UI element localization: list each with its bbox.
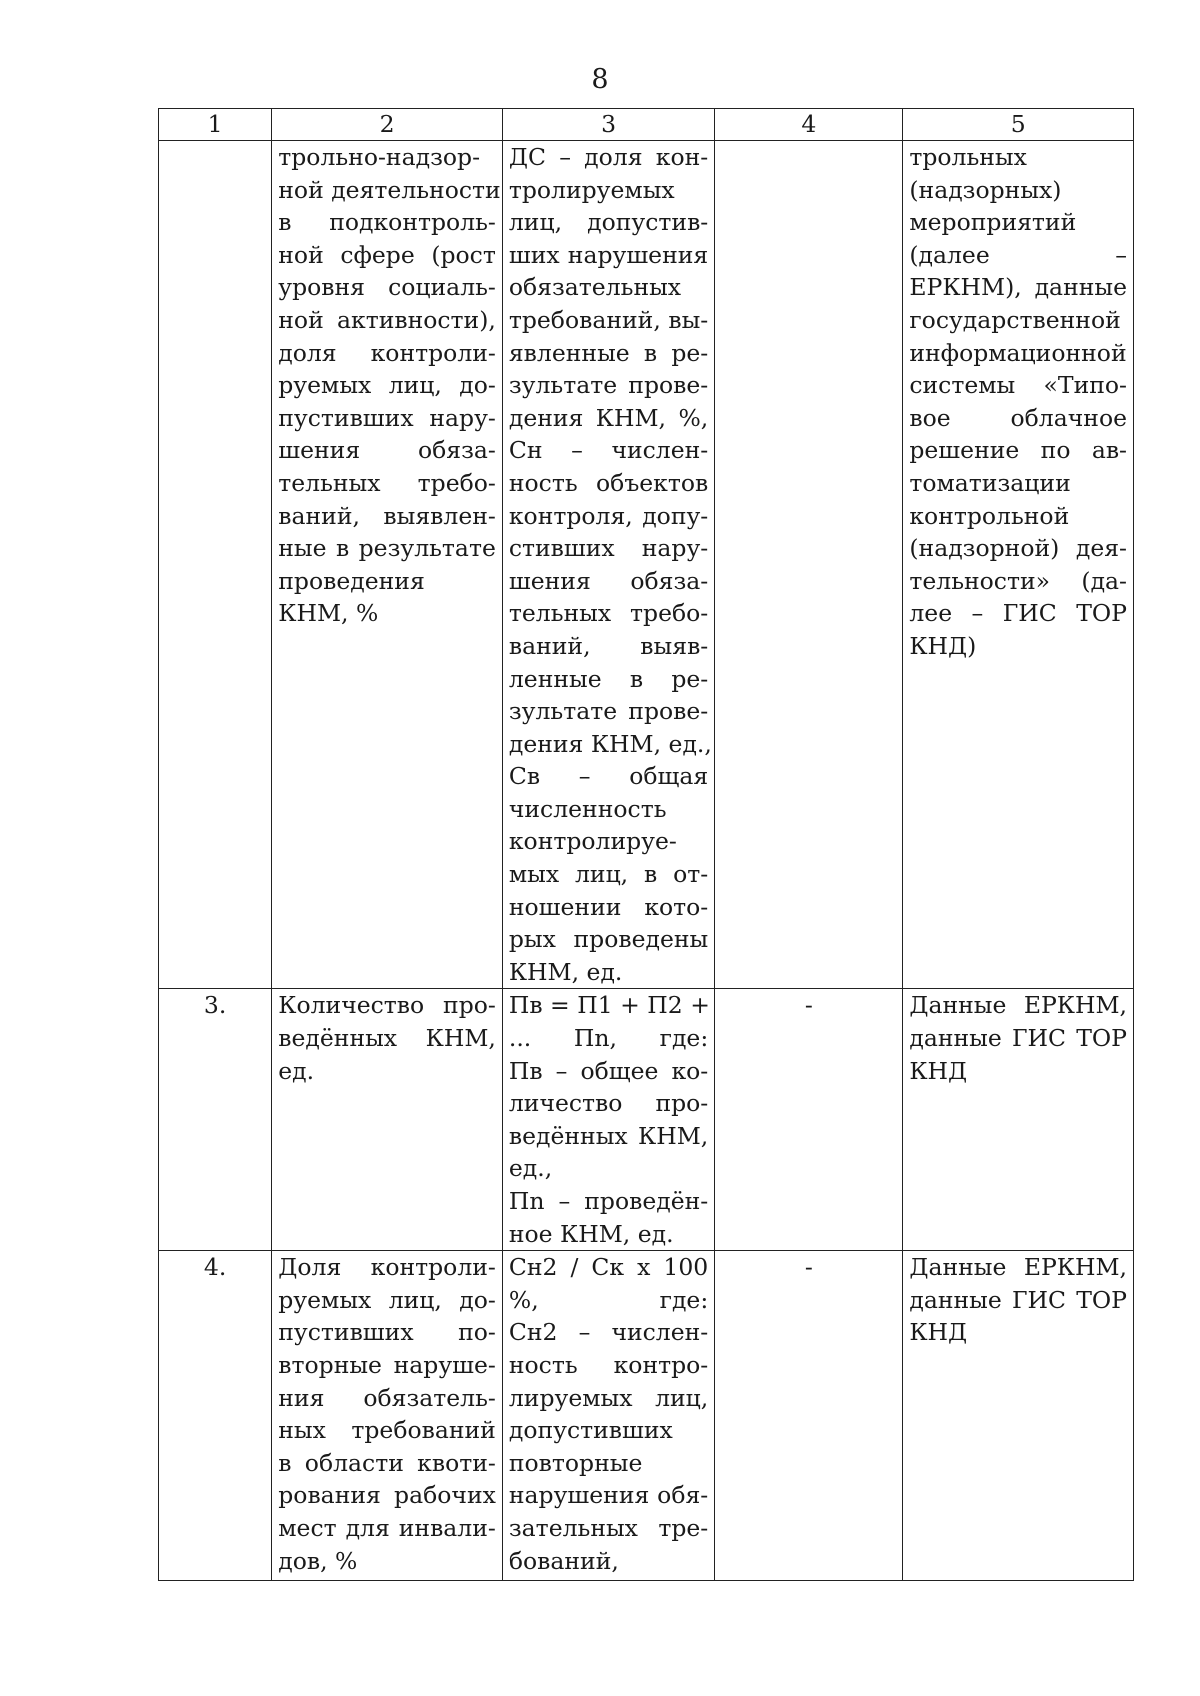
cell-text-line: шения обяза- [278,436,496,465]
cell-text-line: Пв = П1 + П2 + [508,991,710,1020]
cell-text-line: КНД [909,1318,968,1347]
cell-text-line: (надзорной) дея- [909,534,1127,563]
cell-text-line: дов, % [278,1546,358,1575]
cell-text-line: лируемых лиц, [508,1383,709,1412]
cell-text-line: контроля, допу- [508,501,709,530]
cell-text-line: в подконтроль- [278,208,496,237]
cell-text-line: вое облачное [909,403,1127,432]
cell-text-line: лиц, допустив- [508,208,709,237]
cell-text-line: ность объектов [508,468,709,497]
cell-text-line: контрольной [909,501,1070,530]
cell-text-line: мест для инвали- [278,1513,496,1542]
formula-cell [502,1251,714,1581]
cell-text-line: ность контро- [508,1350,709,1379]
cell-text-line: 3. [203,991,227,1020]
cell-text-line: шения обяза- [508,566,709,595]
table-row [159,141,1134,989]
cell-text-line: обязательных [508,273,682,302]
cell-text-line: данные ГИС ТОР [909,1285,1127,1314]
cell-text-line: проведения [278,566,425,595]
cell-text-line: Количество про- [278,991,496,1020]
cell-text-line: рых проведены [508,925,709,954]
cell-text-line: ед., [508,1154,553,1183]
row-number-cell [159,989,272,1251]
table-header-row [159,109,1134,141]
cell-text-line: решение по ав- [909,436,1127,465]
cell-text-line: тельности» (да- [909,566,1127,595]
cell-text-line: тельных требо- [278,468,496,497]
cell-text-line: Доля контроли- [278,1253,496,1282]
cell-text-line: КНД [909,1056,968,1085]
cell-text-line: Сн2 / Ск х 100 [508,1253,709,1282]
cell-text-line: вторные наруше- [278,1350,496,1379]
cell-text-line: томатизации [909,468,1071,497]
cell-text-line: мероприятий [909,208,1077,237]
cell-text-line: тельных требо- [508,599,709,628]
indicator-name-cell [272,141,503,989]
cell-text-line: %, где: [508,1285,709,1314]
formula-cell [502,141,714,989]
cell-text-line: зательных тре- [508,1513,709,1542]
header-cell-1: 1 [159,109,272,141]
cell-text-line: ведённых КНМ, [508,1121,709,1150]
cell-text-line: личество про- [508,1089,709,1118]
row-number-cell [159,141,272,989]
table-row [159,989,1134,1251]
cell-text-line: 4. [203,1253,227,1282]
row-number-cell [159,1251,272,1581]
header-cell-5: 5 [903,109,1134,141]
cell-text-line: ед. [278,1056,315,1085]
cell-text-line: ное КНМ, ед. [508,1219,674,1248]
indicator-name-cell [272,1251,503,1581]
cell-text-line: ной сфере (рост [278,240,496,269]
cell-text-line: контролируе- [508,827,677,856]
cell-text-line: ваний, выяв- [508,631,709,660]
cell-text-line: дения КНМ, ед., [508,729,712,758]
cell-text-line: Сн – числен- [508,436,709,465]
cell-text-line: доля контроли- [278,338,496,367]
cell-text-line: КНМ, % [278,599,379,628]
cell-text-line: Пn – проведён- [508,1187,709,1215]
cell-text-line: (далее – [909,240,1127,269]
cell-text-line: системы «Типо- [909,371,1127,400]
cell-text-line: ношении кото- [508,892,709,921]
cell-text-line: ведённых КНМ, [278,1024,496,1053]
indicator-name-cell [272,989,503,1251]
table-row [159,1251,1134,1581]
cell-text-line: нарушения обя- [508,1481,709,1510]
cell-text-line: (надзорных) [909,175,1062,204]
cell-text-line: ЕРКНМ), данные [909,273,1127,302]
cell-text-line: допустивших [508,1416,673,1445]
cell-text-line: Сн2 – числен- [508,1318,709,1347]
cell-text-line: ных требований [278,1416,496,1445]
cell-text-line: пустивших нару- [278,403,496,432]
cell-text-line: ния обязатель- [278,1383,496,1412]
formula-cell [502,989,714,1251]
cell-text-line: зультате прове- [508,697,709,726]
cell-text-line: стивших нару- [508,534,709,563]
cell-text-line: рования рабочих [278,1481,496,1510]
cell-text-line: зультате прове- [508,371,709,400]
cell-text-line: дения КНМ, %, [508,403,709,432]
cell-text-line: ших нарушения [508,240,709,269]
header-cell-4: 4 [715,109,903,141]
cell-text-line: повторные [508,1448,643,1477]
cell-text-line: КНД) [909,631,977,660]
cell-text-line: ные в результате [278,534,496,563]
cell-text-line: бований, [508,1546,619,1575]
cell-text-line: Данные ЕРКНМ, [909,991,1127,1020]
cell-text-line: Св – общая [508,762,709,791]
cell-text-line: руемых лиц, до- [278,1285,496,1314]
target-value-cell [715,989,903,1251]
target-value-cell [715,1251,903,1581]
cell-text-line: трольно-надзор- [278,143,481,171]
cell-text-line: - [804,991,813,1020]
cell-text-line: мых лиц, в от- [508,860,709,889]
cell-text-line: Пв – общее ко- [508,1056,709,1085]
cell-text-line: ленные в ре- [508,664,709,693]
cell-text-line: явленные в ре- [508,338,709,367]
header-cell-2: 2 [272,109,503,141]
cell-text-line: численность [508,794,667,823]
cell-text-line: КНМ, ед. [508,957,623,986]
cell-text-line: уровня социаль- [278,273,496,302]
data-source-cell [903,989,1134,1251]
cell-text-line: данные ГИС ТОР [909,1024,1127,1053]
cell-text-line: трольных [909,143,1027,171]
data-source-cell [903,1251,1134,1581]
cell-text-line: информационной [909,338,1127,367]
data-source-cell [903,141,1134,989]
cell-text-line: государственной [909,305,1121,334]
cell-text-line: ДС – доля кон- [508,143,709,171]
target-value-cell [715,141,903,989]
indicators-table [158,108,1134,1581]
cell-text-line: тролируемых [508,175,675,204]
header-cell-3: 3 [502,109,714,141]
cell-text-line: пустивших по- [278,1318,496,1347]
cell-text-line: в области квоти- [278,1448,496,1477]
cell-text-line: ной деятельности [278,175,501,204]
cell-text-line: требований, вы- [508,305,709,334]
cell-text-line: руемых лиц, до- [278,371,496,400]
cell-text-line: Данные ЕРКНМ, [909,1253,1127,1282]
cell-text-line: лее – ГИС ТОР [909,599,1127,628]
cell-text-line: - [804,1253,813,1282]
cell-text-line: ной активности), [278,305,496,334]
page-number: 8 [591,64,609,95]
cell-text-line: ... Пn, где: [508,1024,709,1053]
cell-text-line: ваний, выявлен- [278,501,496,530]
